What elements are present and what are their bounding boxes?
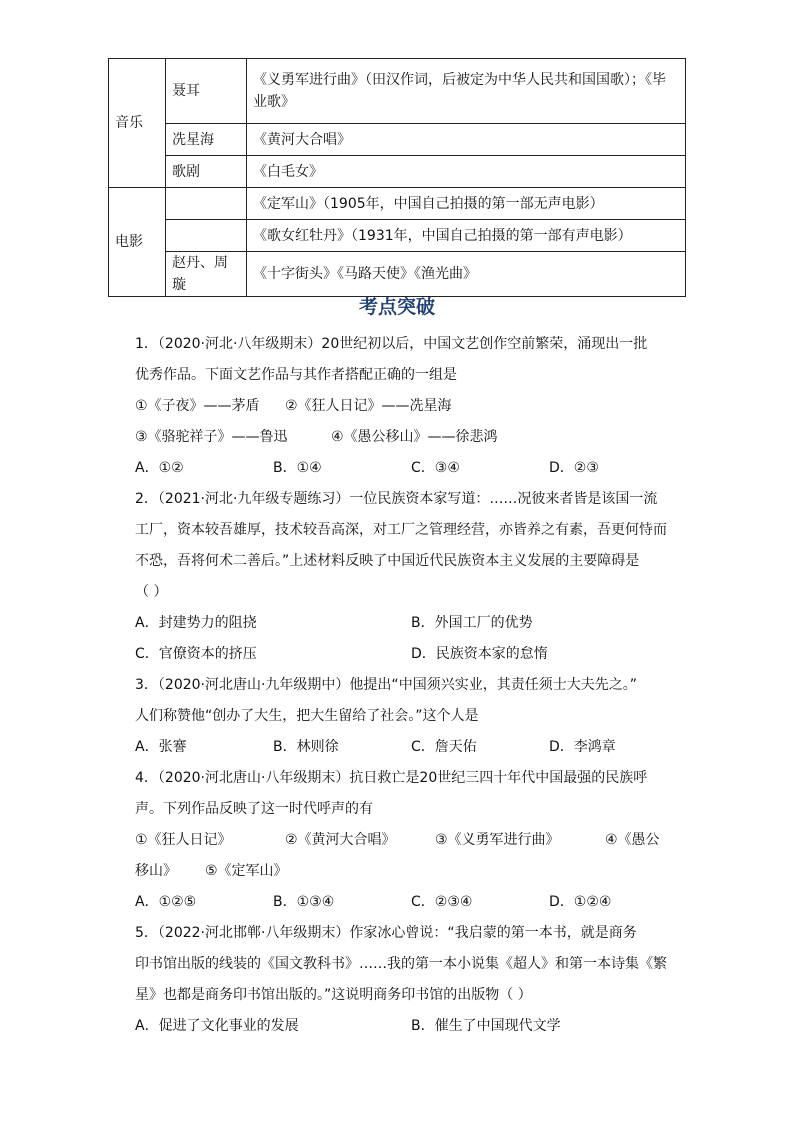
option-row xyxy=(135,639,695,670)
question-stem-line: 优秀作品。下面文艺作品与其作者搭配正确的一组是 xyxy=(135,367,457,383)
question-item: ⑤《定军山》 xyxy=(205,863,288,879)
item-row xyxy=(135,825,695,856)
category-cell-music: 音乐 xyxy=(109,59,166,188)
arts-summary-table xyxy=(108,58,686,297)
question-item: ①《狂人日记》 xyxy=(135,832,232,848)
question-item: ④《愚公 xyxy=(605,832,660,848)
question-stem-line: 3．（2020·河北唐山·九年级期中）他提出“中国须兴实业，其责任须士大夫先之。” xyxy=(135,677,637,693)
table-works-cell: 《黄河大合唱》 xyxy=(247,124,686,156)
question-stem-line: 4．（2020·河北唐山·八年级期末）抗日救亡是20世纪三四十年代中国最强的民族呼 xyxy=(135,770,648,786)
option-d[interactable]: D．①②④ xyxy=(549,894,612,910)
option-c[interactable]: C．②③④ xyxy=(411,894,473,910)
table-name-cell: 冼星海 xyxy=(166,124,247,156)
question-4 xyxy=(135,763,695,918)
works-line: 《义勇军进行曲》（田汉作词，后被定为中华人民共和国国歌）；《毕 xyxy=(253,72,666,88)
table-row xyxy=(109,156,686,188)
option-a[interactable]: A．①②⑤ xyxy=(135,894,197,910)
option-c[interactable]: C．③④ xyxy=(411,460,460,476)
table-works-cell: 《歌女红牡丹》（1931年，中国自己拍摄的第一部有声电影） xyxy=(247,220,686,252)
section-title: 考点突破 xyxy=(358,296,435,318)
table-name-cell: 赵丹、周璇 xyxy=(166,252,247,297)
question-stem-line: 工厂，资本较吾雄厚，技术较吾高深，对工厂之管理经营，亦皆养之有素，吾更何恃而 xyxy=(135,522,667,538)
works-line: 业歌》 xyxy=(253,94,295,110)
option-a[interactable]: A．促进了文化事业的发展 xyxy=(135,1018,299,1034)
question-item: ③《义勇军进行曲》 xyxy=(435,832,560,848)
question-item: ④《愚公移山》——徐悲鸿 xyxy=(331,429,498,445)
category-cell-film: 电影 xyxy=(109,188,166,297)
question-stem-line: 人们称赞他“创办了大生，把大生留给了社会。”这个人是 xyxy=(135,708,479,724)
item-row xyxy=(135,856,695,887)
table-name-cell: 歌剧 xyxy=(166,156,247,188)
question-5 xyxy=(135,918,695,1042)
table-name-cell xyxy=(166,220,247,252)
question-3 xyxy=(135,670,695,763)
question-item: ③《骆驼祥子》——鲁迅 xyxy=(135,429,288,445)
option-b[interactable]: B．林则徐 xyxy=(273,739,339,755)
option-d[interactable]: D．李鸿章 xyxy=(549,739,616,755)
option-a[interactable]: A．封建势力的阻挠 xyxy=(135,615,257,631)
question-list xyxy=(135,329,695,1042)
option-a[interactable]: A．①② xyxy=(135,460,184,476)
option-row xyxy=(135,1011,695,1042)
option-row xyxy=(135,608,695,639)
option-c[interactable]: C．官僚资本的挤压 xyxy=(135,646,257,662)
question-item: ①《子夜》——茅盾 xyxy=(135,398,260,414)
question-stem-line: 2．（2021·河北·九年级专题练习）一位民族资本家写道：……况彼来者皆是该国一流 xyxy=(135,491,658,507)
option-d[interactable]: D．②③ xyxy=(549,460,599,476)
question-stem-line: 印书馆出版的线装的《国文教科书》……我的第一本小说集《超人》和第一本诗集《繁 xyxy=(135,956,667,972)
question-stem-line: 不恐，吾将何术二善后。”上述材料反映了中国近代民族资本主义发展的主要障碍是 xyxy=(135,553,640,569)
question-item: 移山》 xyxy=(135,863,177,879)
option-row xyxy=(135,453,695,484)
question-item: ②《狂人日记》——冼星海 xyxy=(285,398,452,414)
question-1 xyxy=(135,329,695,484)
option-b[interactable]: B．①④ xyxy=(273,460,322,476)
table-works-cell: 《定军山》（1905年，中国自己拍摄的第一部无声电影） xyxy=(247,188,686,220)
option-b[interactable]: B．催生了中国现代文学 xyxy=(411,1018,561,1034)
table-row xyxy=(109,220,686,252)
table-works-cell xyxy=(247,59,686,124)
question-stem-line: 星》也都是商务印书馆出版的。”这说明商务印书馆的出版物（ ） xyxy=(135,987,532,1003)
table-row xyxy=(109,188,686,220)
option-a[interactable]: A．张謇 xyxy=(135,739,187,755)
table-works-cell: 《白毛女》 xyxy=(247,156,686,188)
option-row xyxy=(135,887,695,918)
option-d[interactable]: D．民族资本家的怠惰 xyxy=(411,646,548,662)
table-name-cell xyxy=(166,188,247,220)
option-b[interactable]: B．①③④ xyxy=(273,894,335,910)
item-row xyxy=(135,422,695,453)
option-b[interactable]: B．外国工厂的优势 xyxy=(411,615,533,631)
table-row xyxy=(109,252,686,297)
table-row xyxy=(109,59,686,124)
question-stem-line: 5．（2022·河北邯郸·八年级期末）作家冰心曾说：“我启蒙的第一本书，就是商务 xyxy=(135,925,637,941)
question-stem-line: （ ） xyxy=(135,584,168,600)
question-stem-line: 1．（2020·河北·八年级期末）20世纪初以后，中国文艺创作空前繁荣，涌现出一批 xyxy=(135,336,648,352)
question-item: ②《黄河大合唱》 xyxy=(285,832,396,848)
table-name-cell: 聂耳 xyxy=(166,59,247,124)
item-row xyxy=(135,391,695,422)
option-c[interactable]: C．詹天佑 xyxy=(411,739,477,755)
table-works-cell: 《十字街头》《马路天使》《渔光曲》 xyxy=(247,252,686,297)
question-stem-line: 声。下列作品反映了这一时代呼声的有 xyxy=(135,801,373,817)
option-row xyxy=(135,732,695,763)
question-2 xyxy=(135,484,695,670)
table-row xyxy=(109,124,686,156)
